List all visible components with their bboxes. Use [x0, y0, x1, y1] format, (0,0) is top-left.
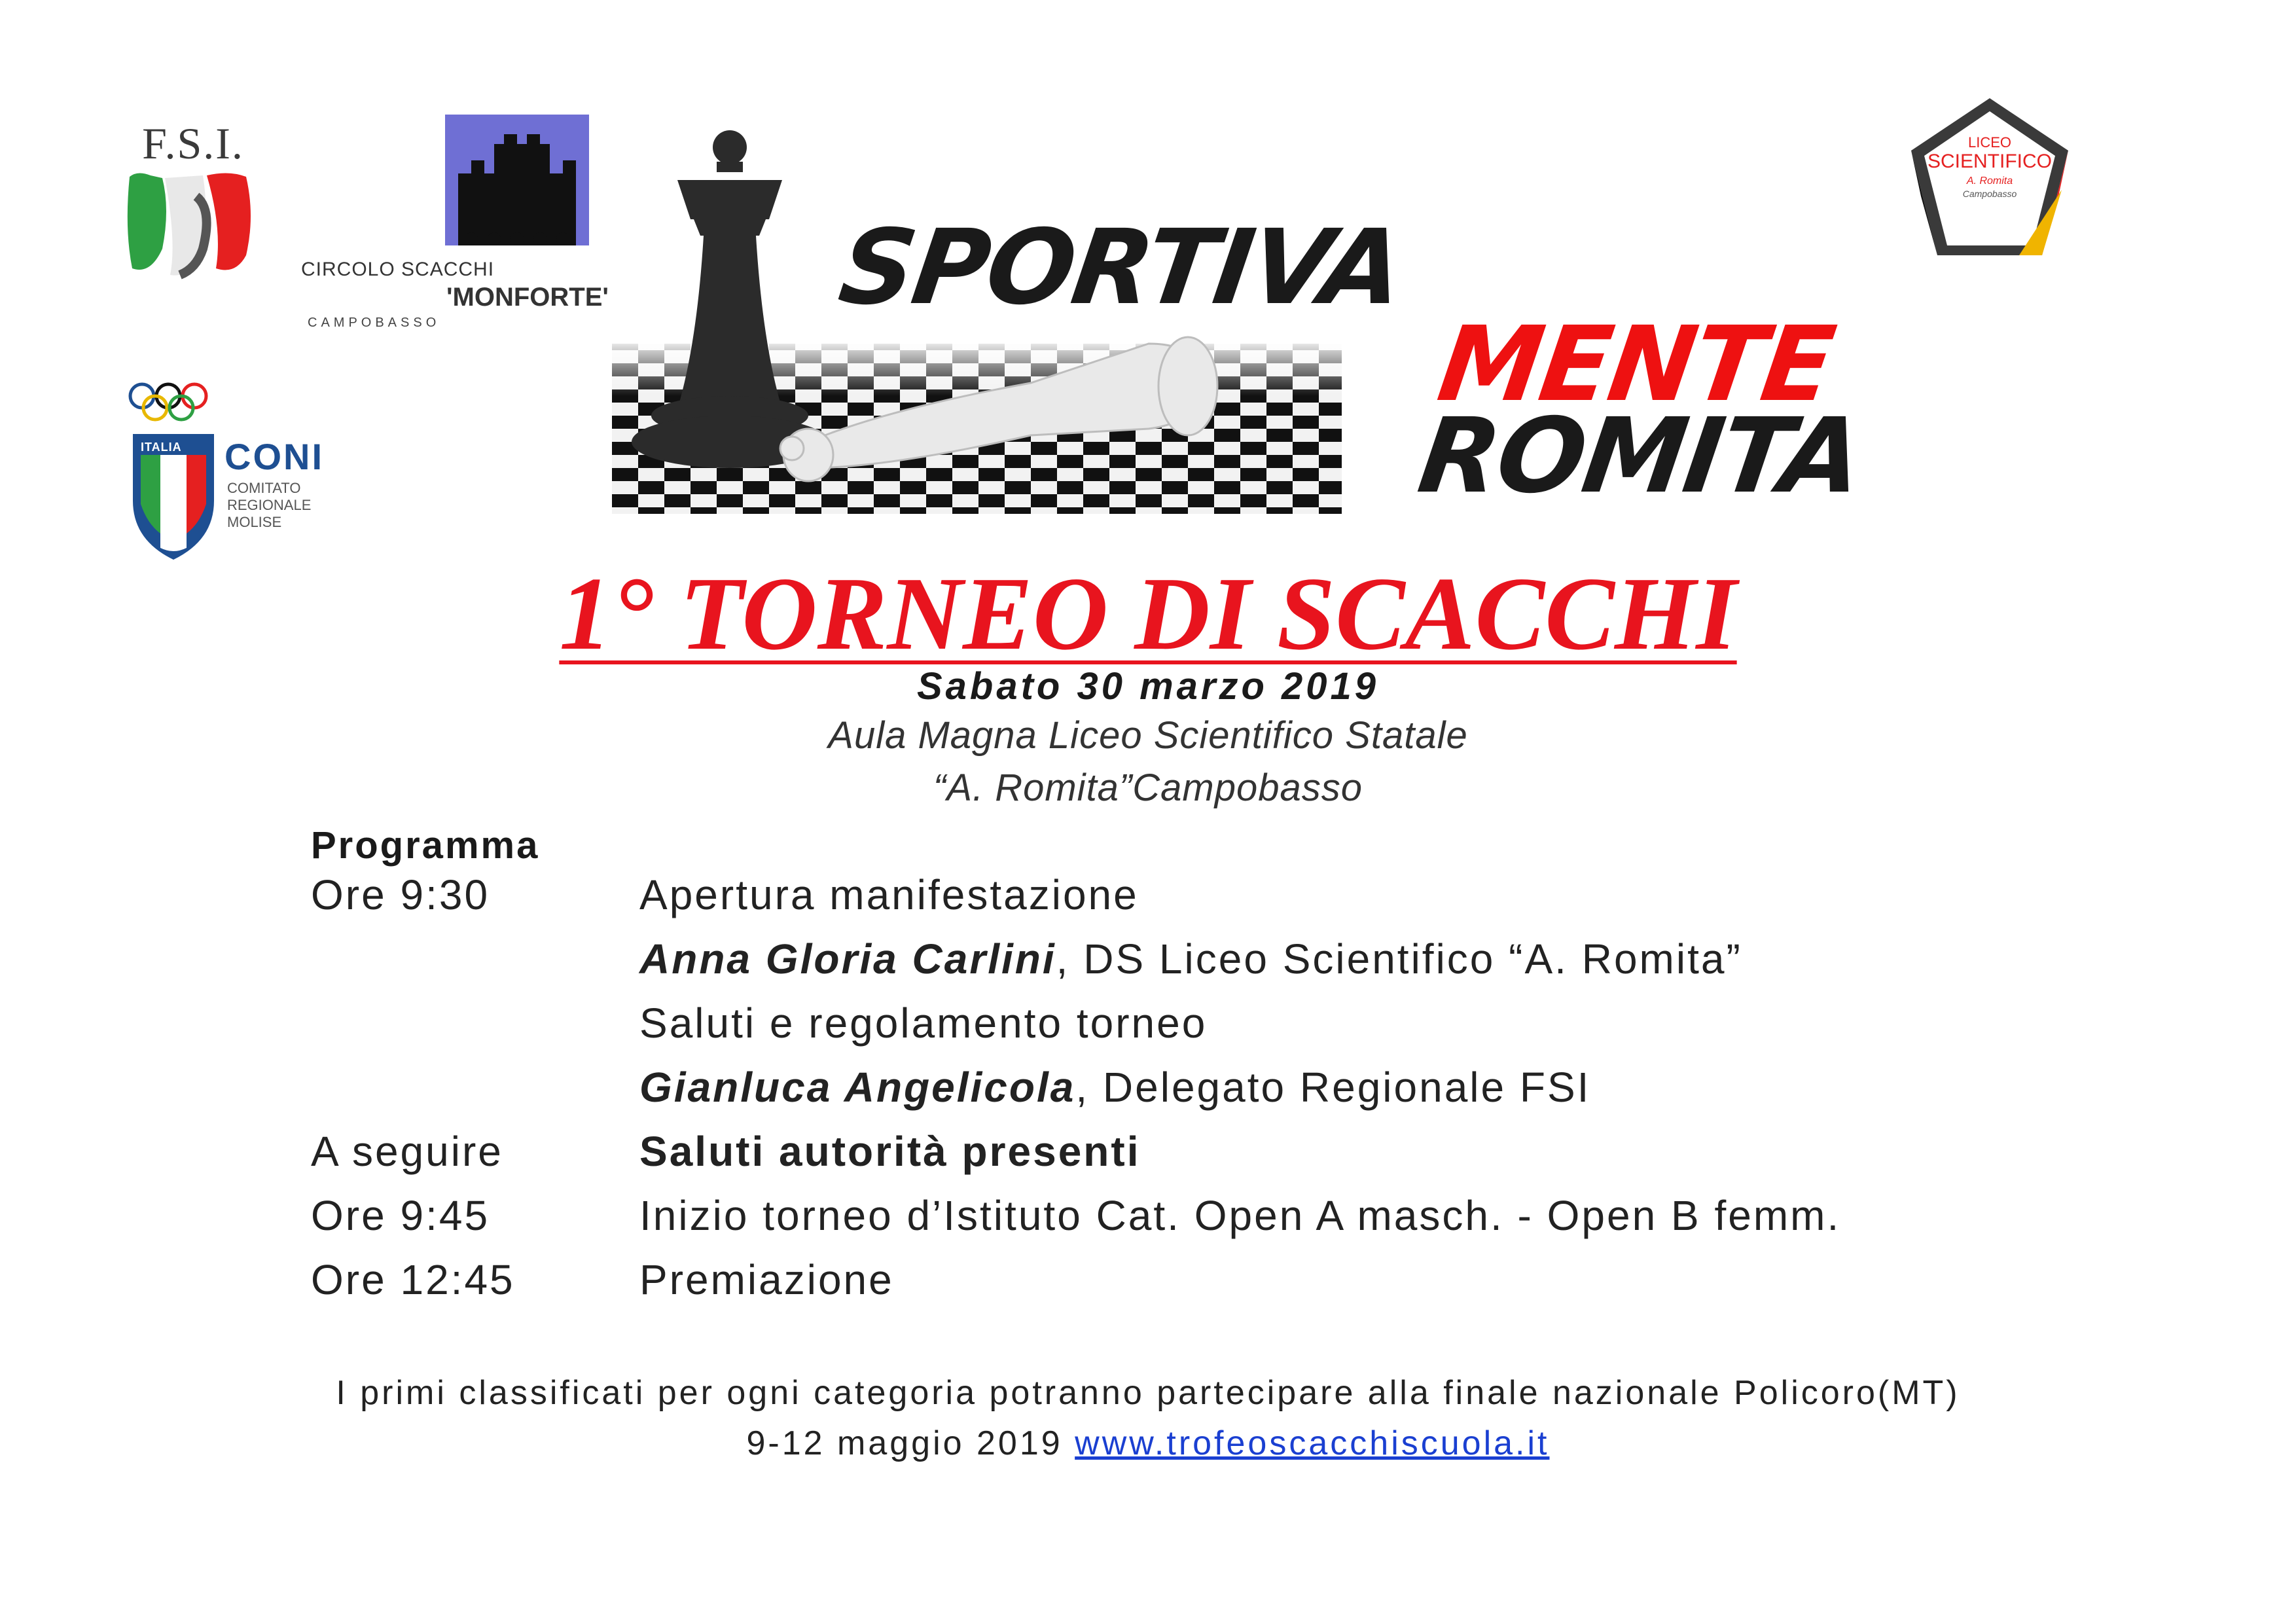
- circolo-name: CIRCOLO SCACCHI: [301, 259, 495, 280]
- program-time: Ore 9:45: [311, 1192, 490, 1239]
- program-text: Inizio torneo d’Istituto Cat. Open A masch. - Open B femm.: [639, 1192, 1841, 1239]
- program-time: Ore 12:45: [311, 1256, 515, 1303]
- program-text: Saluti e regolamento torneo: [639, 1000, 1208, 1047]
- footer-note-line-2: [0, 1424, 2296, 1463]
- venue-line-1: Aula Magna Liceo Scientifico Statale: [828, 714, 1468, 757]
- program-text: , Delegato Regionale FSI: [1075, 1064, 1591, 1111]
- program-text: Premiazione: [639, 1256, 894, 1303]
- speaker-name: Gianluca Angelicola: [639, 1064, 1076, 1111]
- website-link[interactable]: www.trofeoscacchiscuola.it: [1075, 1424, 1550, 1462]
- program-text: , DS Liceo Scientifico “A. Romita”: [1056, 935, 1742, 983]
- program-row: [311, 871, 1139, 919]
- program-row: [311, 1191, 1840, 1240]
- footer-note-dates: 9-12 maggio 2019: [746, 1424, 1075, 1462]
- liceo-line2: SCIENTIFICO: [1927, 151, 2052, 172]
- olympic-rings-icon: [128, 376, 219, 560]
- program-row: [311, 1063, 1590, 1111]
- liceo-line3: A. Romita: [1966, 175, 2013, 187]
- coni-word: CONI: [224, 436, 324, 477]
- program-row: [311, 935, 1742, 983]
- circolo-scacchi-logo: [301, 111, 609, 334]
- fsi-logo: [124, 118, 262, 281]
- program-time: Ore 9:30: [311, 871, 490, 918]
- coni-logo: [128, 376, 350, 566]
- liceo-line1: LICEO: [1967, 134, 2012, 151]
- castle-icon: [445, 115, 589, 245]
- program-heading: Programma: [311, 824, 540, 867]
- program-text-bold: Saluti autorità presenti: [639, 1128, 1141, 1175]
- fsi-flag-icon: [124, 170, 262, 281]
- program-time: A seguire: [311, 1128, 503, 1175]
- title-word-romita: ROMITA: [1412, 396, 1869, 516]
- page-title-text: 1° TORNEO DI SCACCHI: [559, 555, 1737, 672]
- page-title: [0, 553, 2296, 674]
- coni-subtitle: COMITATO REGIONALE MOLISE: [227, 480, 312, 530]
- liceo-scientifico-logo: [1901, 92, 2078, 262]
- fsi-logo-text: F.S.I.: [142, 118, 244, 168]
- program-row: [311, 999, 1207, 1047]
- liceo-line4: Campobasso: [1962, 189, 2017, 199]
- footer-note-line-1: I primi classificati per ogni categoria potranno partecipare alla finale nazionale Policoro(MT): [336, 1374, 1960, 1412]
- title-word-mente: MENTE: [1431, 304, 1840, 425]
- circolo-city: CAMPOBASSO: [308, 316, 440, 330]
- program-row: [311, 1127, 1140, 1176]
- program-text: Apertura manifestazione: [639, 871, 1139, 918]
- circolo-monforte: 'MONFORTE': [446, 283, 609, 312]
- speaker-name: Anna Gloria Carlini: [639, 935, 1056, 983]
- title-word-sportiva: SPORTIVA: [833, 208, 1409, 328]
- venue-line-2: “A. Romita”Campobasso: [933, 767, 1363, 809]
- coni-italia-label: ITALIA: [141, 441, 182, 454]
- program-row: [311, 1255, 894, 1304]
- event-date: Sabato 30 marzo 2019: [916, 665, 1380, 708]
